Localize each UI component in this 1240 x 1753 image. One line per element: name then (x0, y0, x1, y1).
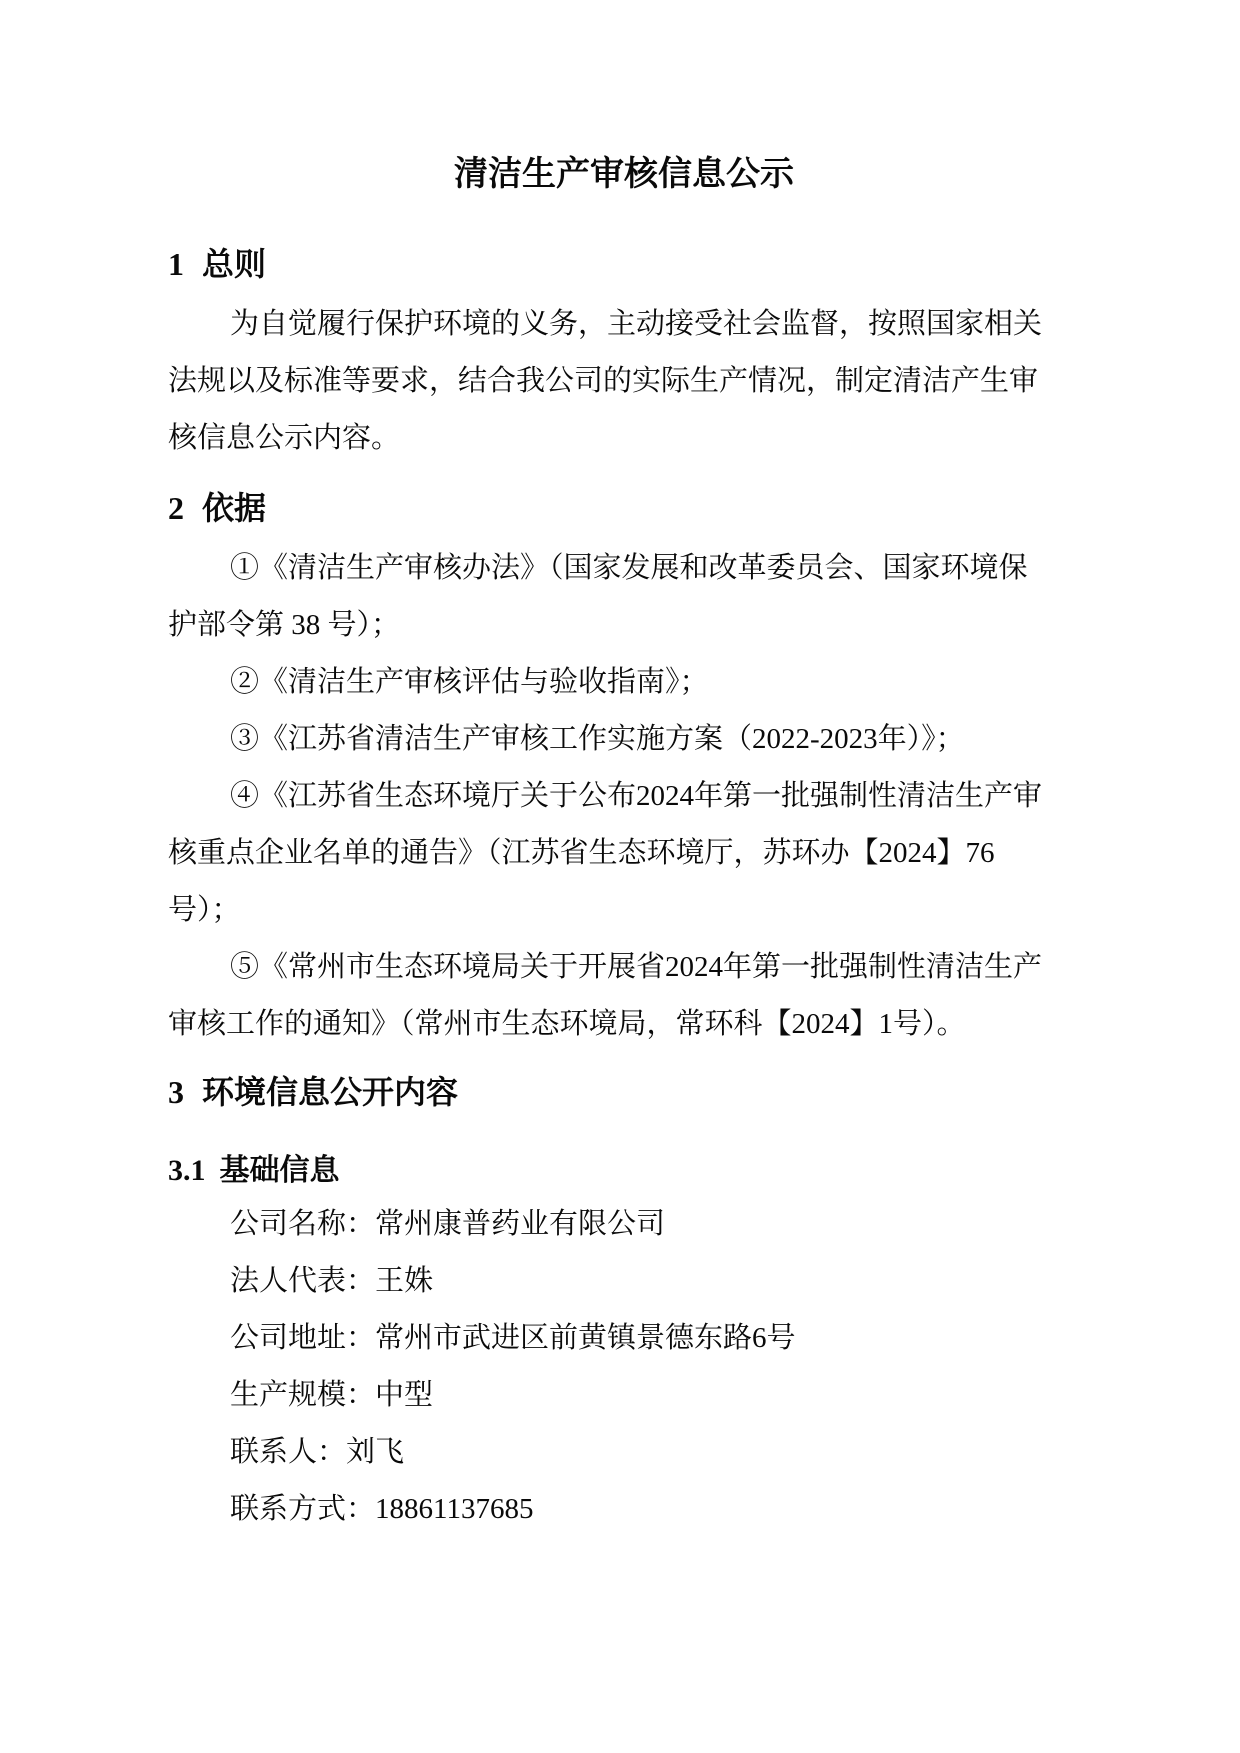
field-value: 刘飞 (346, 1436, 405, 1468)
list-item-5 (168, 939, 1080, 1053)
paragraph-line: 核信息公示内容。 (168, 422, 401, 454)
field-company-name (168, 1196, 1080, 1253)
section-3-title: 环境信息公开内容 (202, 1074, 459, 1110)
field-label: 公司地址： (230, 1322, 376, 1354)
list-item-line: 护部令第 38 号）； (168, 609, 401, 641)
document-title: 清洁生产审核信息公示 (454, 156, 794, 193)
list-item-line: ②《清洁生产审核评估与验收指南》； (230, 666, 709, 698)
section-2-title: 依据 (202, 490, 267, 526)
basic-info-fields (168, 1196, 1080, 1538)
paragraph-line: 法规以及标准等要求，结合我公司的实际生产情况，制定清洁产生审 (168, 365, 1039, 397)
field-label: 法人代表： (230, 1265, 376, 1297)
field-value: 中型 (375, 1379, 434, 1411)
field-legal-representative (168, 1253, 1080, 1310)
section-3-1-number: 3.1 (168, 1154, 206, 1187)
section-3-heading (168, 1072, 1080, 1112)
list-item-line: 审核工作的通知》（常州市生态环境局，常环科【2024】1号）。 (168, 1008, 966, 1040)
list-item-3 (168, 711, 1080, 768)
field-label: 联系方式： (230, 1493, 376, 1525)
section-3-1-title: 基础信息 (219, 1154, 340, 1187)
list-item-line: ⑤《常州市生态环境局关于开展省2024年第一批强制性清洁生产 (230, 951, 1043, 983)
field-value: 常州康普药业有限公司 (375, 1208, 666, 1240)
section-1-title: 总则 (202, 246, 267, 282)
list-item-line: 核重点企业名单的通告》（江苏省生态环境厅，苏环办【2024】76 (168, 837, 995, 869)
field-company-address (168, 1310, 1080, 1367)
section-2-heading (168, 488, 1080, 528)
field-production-scale (168, 1367, 1080, 1424)
list-item-line: ①《清洁生产审核办法》（国家发展和改革委员会、国家环境保 (230, 552, 1028, 584)
field-label: 公司名称： (230, 1208, 376, 1240)
paragraph-line: 为自觉履行保护环境的义务，主动接受社会监督，按照国家相关 (230, 308, 1043, 340)
section-2-number: 2 (168, 490, 184, 526)
section-2-items (168, 540, 1080, 1053)
section-3-1-heading (168, 1152, 1080, 1190)
list-item-1 (168, 540, 1080, 654)
list-item-line: 号）； (168, 894, 241, 926)
section-1-heading (168, 244, 1080, 284)
list-item-4 (168, 768, 1080, 939)
section-1-number: 1 (168, 246, 184, 282)
field-contact-person (168, 1424, 1080, 1481)
field-value: 王姝 (375, 1265, 434, 1297)
section-3-number: 3 (168, 1074, 184, 1110)
field-value: 18861137685 (375, 1493, 534, 1525)
field-label: 生产规模： (230, 1379, 376, 1411)
list-item-2 (168, 654, 1080, 711)
field-label: 联系人： (230, 1436, 347, 1468)
list-item-line: ③《江苏省清洁生产审核工作实施方案（2022-2023年）》； (230, 723, 965, 755)
field-value: 常州市武进区前黄镇景德东路6号 (375, 1322, 796, 1354)
section-1-paragraph (168, 296, 1080, 467)
list-item-line: ④《江苏省生态环境厅关于公布2024年第一批强制性清洁生产审 (230, 780, 1043, 812)
field-contact-phone (168, 1481, 1080, 1538)
